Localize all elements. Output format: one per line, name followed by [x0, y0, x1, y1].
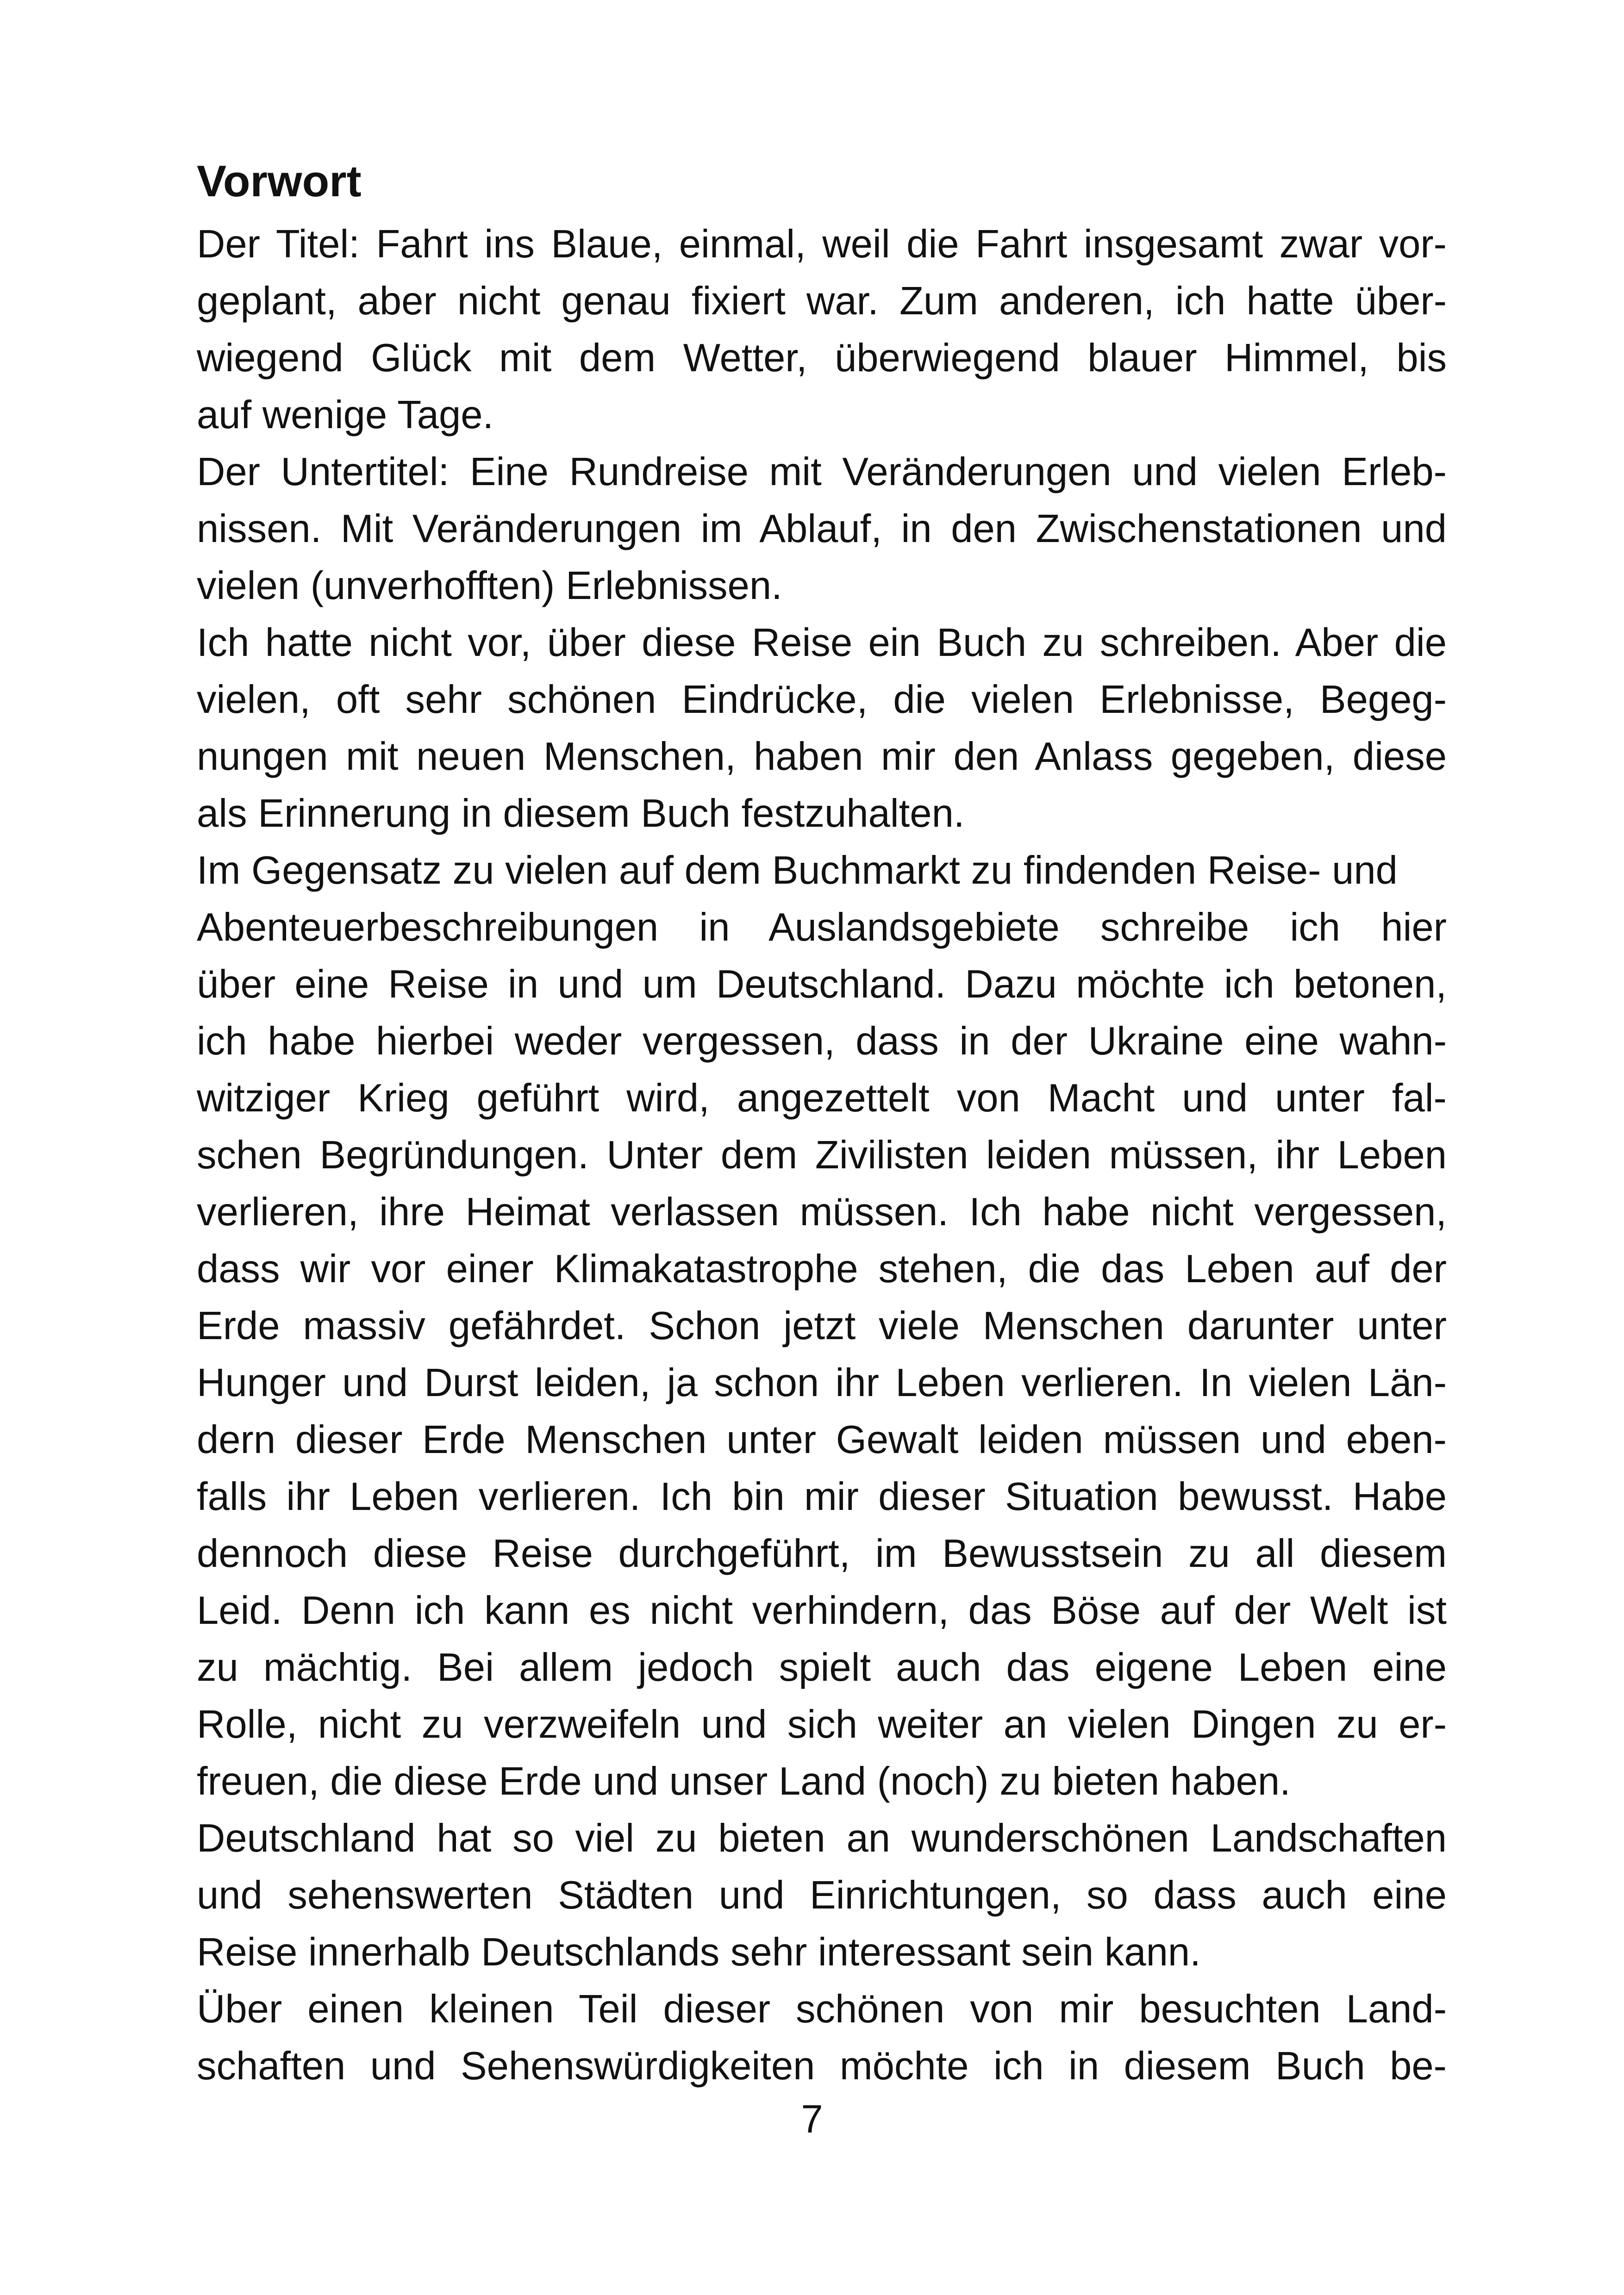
text-line: nissen. Mit Veränderungen im Ablauf, in den Zwischenstationen und — [197, 507, 1447, 551]
text-line: vielen (unverhofften) Erlebnissen. — [197, 564, 782, 608]
text-line: schen Begründungen. Unter dem Zivilisten leiden müssen, ihr Leben — [197, 1133, 1447, 1177]
text-line: dern dieser Erde Menschen unter Gewalt leiden müssen und eben- — [197, 1418, 1447, 1462]
text-line: dennoch diese Reise durchgeführt, im Bewusstsein zu all diesem — [197, 1532, 1447, 1576]
text-line: vielen, oft sehr schönen Eindrücke, die vielen Erlebnisse, Begeg- — [197, 678, 1447, 722]
text-line: geplant, aber nicht genau fixiert war. Zum anderen, ich hatte über- — [197, 279, 1447, 323]
paragraph-1 — [197, 216, 1447, 443]
body-text — [197, 216, 1447, 2095]
text-line: nungen mit neuen Menschen, haben mir den Anlass gegeben, diese — [197, 735, 1447, 779]
page-content — [197, 153, 1447, 2095]
text-line: wiegend Glück mit dem Wetter, überwiegend blauer Himmel, bis — [197, 336, 1447, 380]
text-line: freuen, die diese Erde und unser Land (noch) zu bieten haben. — [197, 1759, 1291, 1803]
text-line: Hunger und Durst leiden, ja schon ihr Leben verlieren. In vielen Län- — [197, 1361, 1447, 1405]
text-line: zu mächtig. Bei allem jedoch spielt auch das eigene Leben eine — [197, 1646, 1447, 1690]
text-line: über eine Reise in und um Deutschland. Dazu möchte ich betonen, — [197, 962, 1447, 1006]
text-line: auf wenige Tage. — [197, 393, 494, 437]
text-line: Leid. Denn ich kann es nicht verhindern, das Böse auf der Welt ist — [197, 1589, 1447, 1633]
text-line: und sehenswerten Städten und Einrichtungen, so dass auch eine — [197, 1873, 1447, 1917]
text-line: Ich hatte nicht vor, über diese Reise ein Buch zu schreiben. Aber die — [197, 621, 1447, 665]
section-heading: Vorwort — [197, 156, 362, 206]
text-line: verlieren, ihre Heimat verlassen müssen. Ich habe nicht vergessen, — [197, 1190, 1447, 1234]
text-line: Der Titel: Fahrt ins Blaue, einmal, weil die Fahrt insgesamt zwar vor- — [197, 222, 1447, 266]
text-line: falls ihr Leben verlieren. Ich bin mir dieser Situation bewusst. Habe — [197, 1475, 1447, 1519]
text-line: Deutschland hat so viel zu bieten an wunderschönen Landschaften — [197, 1816, 1447, 1860]
text-line: Abenteuerbeschreibungen in Auslandsgebiete schreibe ich hier — [197, 905, 1447, 949]
text-line: Erde massiv gefährdet. Schon jetzt viele Menschen darunter unter — [197, 1304, 1447, 1348]
paragraph-5 — [197, 1810, 1447, 1981]
text-line: als Erinnerung in diesem Buch festzuhalten. — [197, 792, 965, 836]
text-line: Der Untertitel: Eine Rundreise mit Veränderungen und vielen Erleb- — [197, 450, 1447, 494]
paragraph-2 — [197, 443, 1447, 614]
text-line: Über einen kleinen Teil dieser schönen von mir besuchten Land- — [197, 1987, 1447, 2031]
text-line: dass wir vor einer Klimakatastrophe stehen, die das Leben auf der — [197, 1247, 1447, 1291]
text-line: witziger Krieg geführt wird, angezettelt von Macht und unter fal- — [197, 1076, 1447, 1120]
text-line: Im Gegensatz zu vielen auf dem Buchmarkt zu findenden Reise- und — [197, 848, 1398, 892]
text-line: schaften und Sehenswürdigkeiten möchte ich in diesem Buch be- — [197, 2044, 1447, 2088]
paragraph-6 — [197, 1981, 1447, 2095]
text-line: Reise innerhalb Deutschlands sehr interessant sein kann. — [197, 1930, 1201, 1974]
paragraph-4 — [197, 842, 1447, 1810]
paragraph-3 — [197, 614, 1447, 842]
text-line: ich habe hierbei weder vergessen, dass in der Ukraine eine wahn- — [197, 1019, 1447, 1063]
text-line: Rolle, nicht zu verzweifeln und sich weiter an vielen Dingen zu er- — [197, 1703, 1447, 1746]
page-number: 7 — [801, 2097, 823, 2141]
